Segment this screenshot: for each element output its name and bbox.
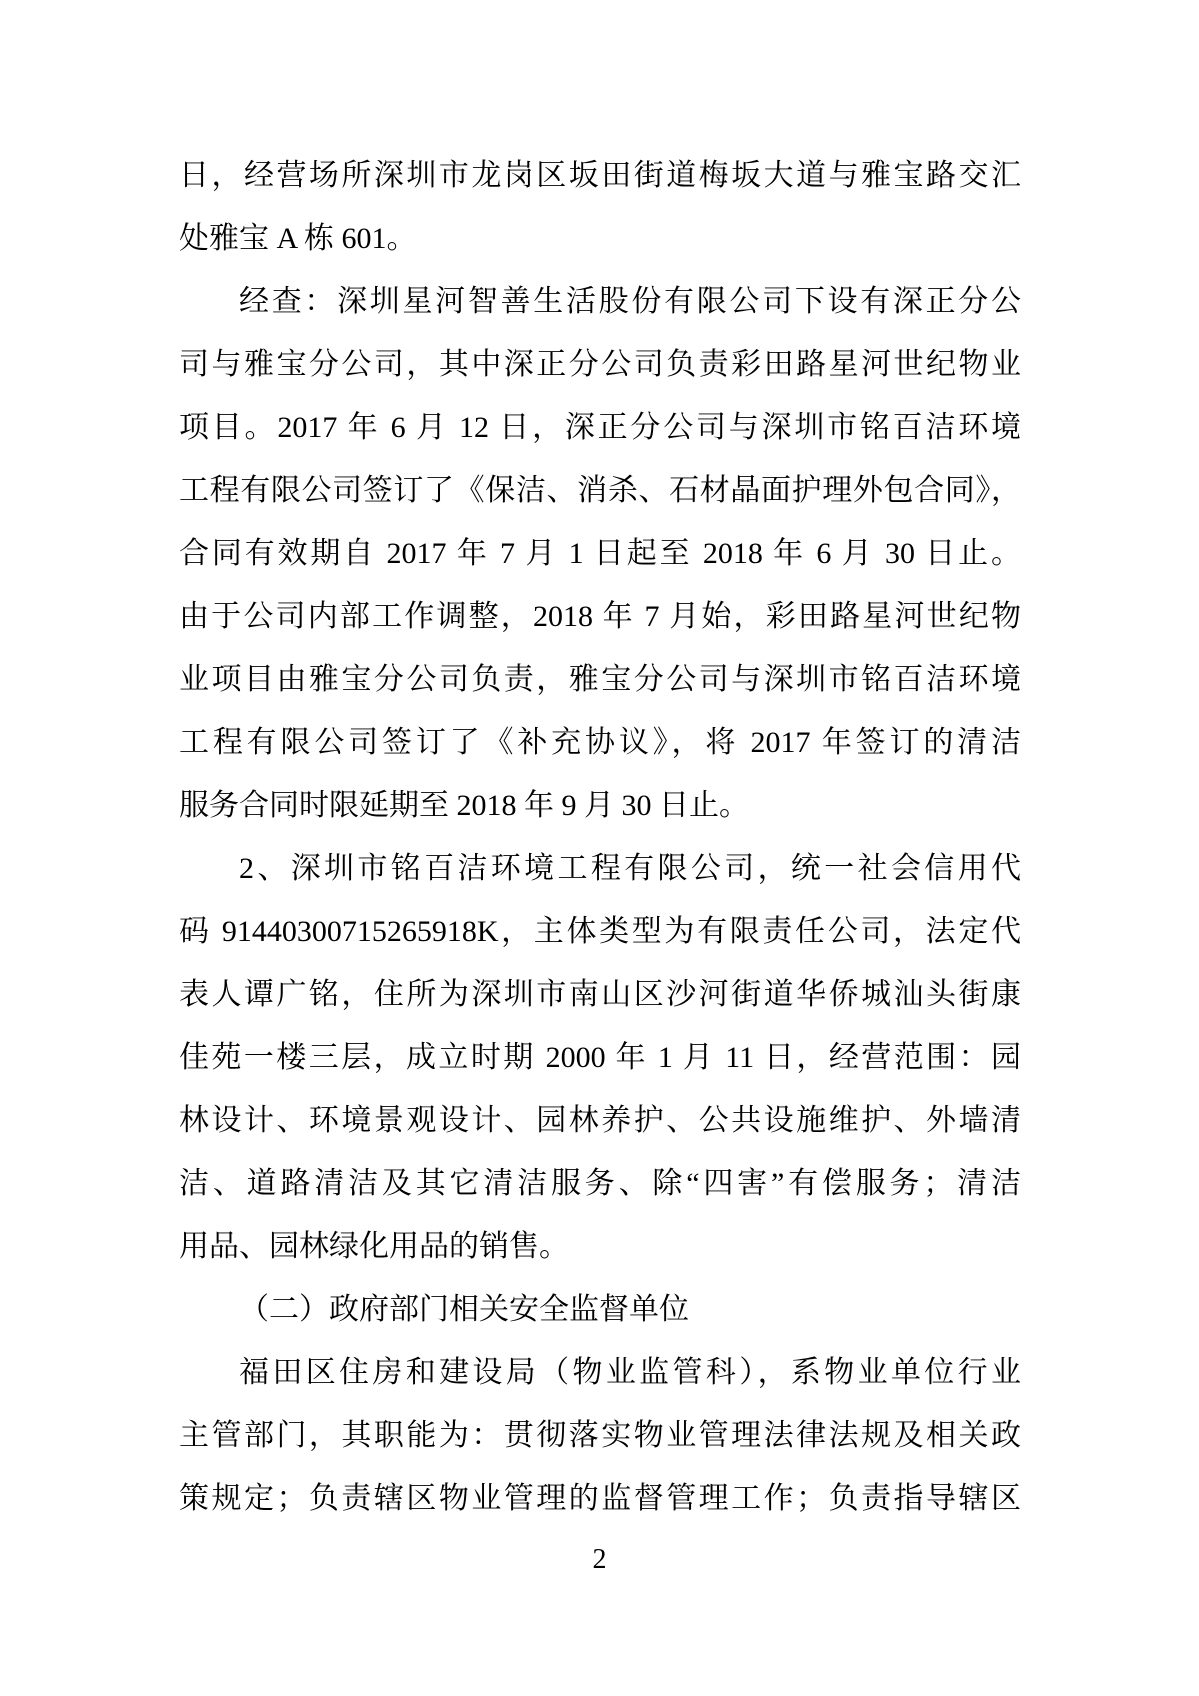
body-line: 业项目由雅宝分公司负责，雅宝分公司与深圳市铭百洁环境: [179, 663, 1021, 696]
body-line: 经查：深圳星河智善生活股份有限公司下设有深正分公: [239, 285, 1021, 318]
body-line: 林设计、环境景观设计、园林养护、公共设施维护、外墙清: [179, 1104, 1021, 1137]
body-text-block: [179, 144, 1021, 1530]
body-line: 日，经营场所深圳市龙岗区坂田街道梅坂大道与雅宝路交汇: [179, 159, 1021, 192]
body-line: 策规定；负责辖区物业管理的监督管理工作；负责指导辖区: [179, 1482, 1021, 1515]
body-line: 工程有限公司签订了《保洁、消杀、石材晶面护理外包合同》，: [179, 474, 1021, 507]
body-line: 处雅宝 A 栋 601。: [179, 222, 417, 255]
body-line: 用品、园林绿化用品的销售。: [179, 1230, 569, 1263]
body-line: 项目。2017 年 6 月 12 日，深正分公司与深圳市铭百洁环境: [179, 411, 1021, 444]
body-line: 司与雅宝分公司，其中深正分公司负责彩田路星河世纪物业: [179, 348, 1021, 381]
section-heading-line: （二）政府部门相关安全监督单位: [239, 1293, 689, 1326]
body-line: 洁、道路清洁及其它清洁服务、除“四害”有偿服务；清洁: [179, 1167, 1021, 1200]
body-line: 福田区住房和建设局（物业监管科），系物业单位行业: [239, 1356, 1021, 1389]
body-line: 表人谭广铭，住所为深圳市南山区沙河街道华侨城汕头街康: [179, 978, 1021, 1011]
body-line: 佳苑一楼三层，成立时期 2000 年 1 月 11 日，经营范围：园: [179, 1041, 1021, 1074]
body-line: 合同有效期自 2017 年 7 月 1 日起至 2018 年 6 月 30 日止。: [179, 537, 1021, 570]
body-line: 2、深圳市铭百洁环境工程有限公司，统一社会信用代: [239, 852, 1021, 885]
page-number: 2: [592, 1544, 607, 1575]
body-line: 码 91440300715265918K，主体类型为有限责任公司，法定代: [179, 915, 1021, 948]
body-line: 由于公司内部工作调整，2018 年 7 月始，彩田路星河世纪物: [179, 600, 1021, 633]
body-line: 工程有限公司签订了《补充协议》，将 2017 年签订的清洁: [179, 726, 1021, 759]
body-line: 服务合同时限延期至 2018 年 9 月 30 日止。: [179, 789, 749, 822]
body-line: 主管部门，其职能为：贯彻落实物业管理法律法规及相关政: [179, 1419, 1021, 1452]
